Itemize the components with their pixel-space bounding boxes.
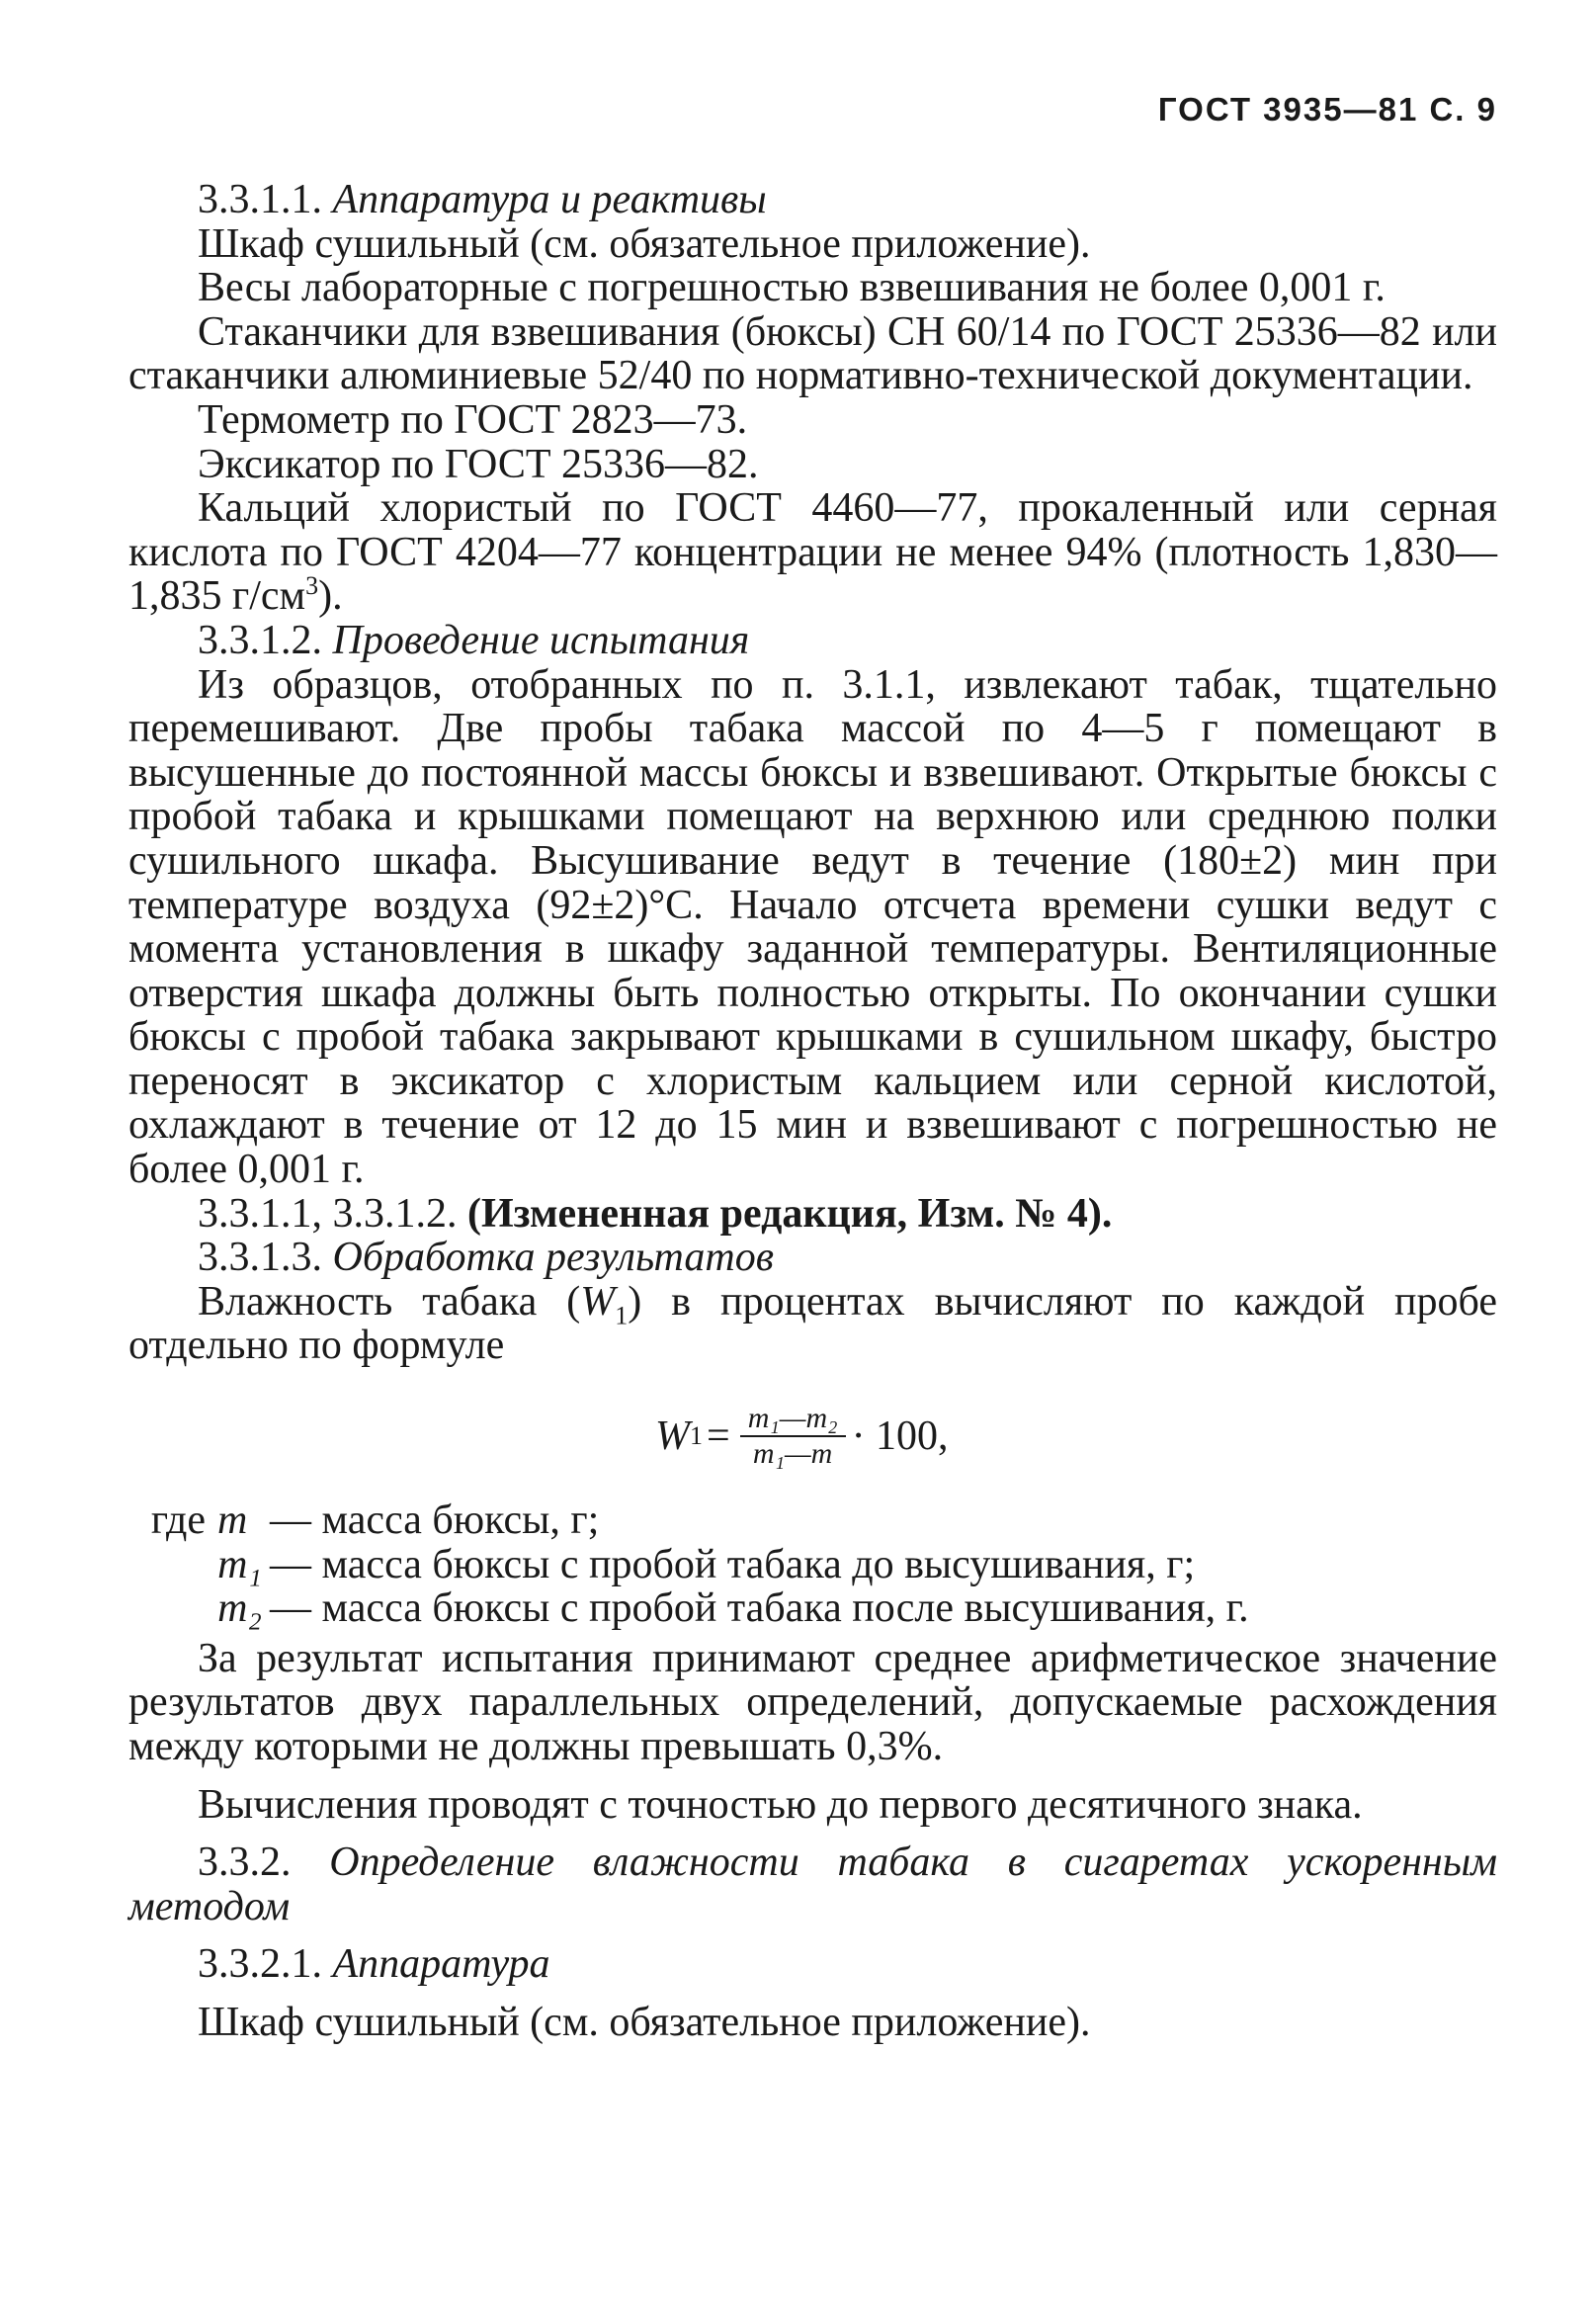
section-title: Аппаратура и реактивы xyxy=(332,177,767,222)
formula-fraction xyxy=(740,1402,846,1471)
paragraph-text: ) в процентах вычисляют по каждой пробе отдельно по формуле xyxy=(128,1278,1497,1369)
paragraph: Шкаф сушильный (см. обязательное приложение). xyxy=(198,1999,1091,2045)
section-3-3-2-1-heading xyxy=(128,1942,1497,1987)
legend-text: — масса бюксы с пробой табака после высушивания, г. xyxy=(270,1585,1249,1632)
amendment-numbers: 3.3.1.1, 3.3.1.2. xyxy=(198,1190,458,1237)
paragraph xyxy=(128,486,1497,619)
superscript: 3 xyxy=(305,571,319,601)
legend-row xyxy=(128,1586,1497,1631)
legend-symbol: m₂ xyxy=(217,1585,262,1632)
formula-denominator: m₁—m xyxy=(752,1437,833,1471)
paragraph: Шкаф сушильный (см. обязательное приложение). xyxy=(198,220,1091,267)
formula-equals: = xyxy=(707,1412,730,1459)
section-number: 3.3.1.1. xyxy=(198,177,322,222)
formula-legend xyxy=(128,1498,1497,1631)
section-title: Проведение испытания xyxy=(332,617,750,663)
paragraph-text-end: ). xyxy=(318,573,343,620)
formula-numerator: m₁—m₂ xyxy=(740,1402,846,1437)
section-3-3-1-1-heading xyxy=(128,178,1497,222)
moisture-formula: W 1 = $\frac{\text{m₁—m₂}}{\text{m₁—m}}$ · 100, xyxy=(655,1402,949,1471)
paragraph: Стаканчики для взвешивания (бюксы) СН 60/14 по ГОСТ 25336—82 или стаканчики алюминиевые 52/40 по нормативно-технической документации. xyxy=(128,308,1497,399)
document-body xyxy=(128,178,1497,2045)
section-3-3-2-heading xyxy=(128,1840,1497,1928)
paragraph xyxy=(128,1280,1497,1368)
section-number: 3.3.1.2. xyxy=(198,617,322,663)
legend-text: — масса бюксы с пробой табака до высушивания, г; xyxy=(270,1541,1196,1587)
legend-text: — масса бюксы, г; xyxy=(270,1497,600,1544)
subscript: 1 xyxy=(615,1301,629,1330)
formula-lhs: W xyxy=(655,1412,690,1459)
legend-prefix: где xyxy=(150,1497,206,1544)
legend-row xyxy=(128,1498,1497,1543)
page-header: ГОСТ 3935—81 С. 9 xyxy=(1157,91,1497,128)
legend-row xyxy=(128,1543,1497,1587)
legend-symbol: m₁ xyxy=(217,1541,262,1587)
amendment-text: (Измененная редакция, Изм. № 4). xyxy=(467,1190,1113,1237)
amendment-note xyxy=(128,1192,1497,1237)
section-title: Определение влажности табака в сигаретах ускоренным методом xyxy=(128,1839,1498,1929)
paragraph: Эксикатор по ГОСТ 25336—82. xyxy=(198,441,759,487)
paragraph-text: Кальций хлористый по ГОСТ 4460—77, прокаленный или серная кислота по ГОСТ 4204—77 концентрации не менее 94% (плотность 1,830—1,835 г/см xyxy=(128,485,1497,620)
formula-tail: · 100, xyxy=(851,1412,949,1459)
section-number: 3.3.2.1. xyxy=(198,1941,322,1988)
section-3-3-1-3-heading xyxy=(128,1236,1497,1280)
legend-symbol: m xyxy=(217,1497,248,1544)
section-title: Обработка результатов xyxy=(332,1235,774,1281)
paragraph-text: Влажность табака ( xyxy=(198,1278,581,1325)
paragraph: За результат испытания принимают среднее арифметическое значение результатов двух параллельных определений, допускаемые расхождения между которыми не должны превышать 0,3%. xyxy=(128,1635,1497,1769)
section-number: 3.3.2. xyxy=(198,1839,292,1886)
section-title: Аппаратура xyxy=(332,1941,550,1988)
paragraph: Вычисления проводят с точностью до первого десятичного знака. xyxy=(198,1781,1363,1828)
section-3-3-1-2-heading xyxy=(128,619,1497,663)
section-number: 3.3.1.3. xyxy=(198,1235,322,1281)
paragraph: Весы лабораторные с погрешностью взвешивания не более 0,001 г. xyxy=(198,265,1386,311)
paragraph: Термометр по ГОСТ 2823—73. xyxy=(198,396,748,443)
variable-symbol: W xyxy=(580,1278,616,1325)
paragraph: Из образцов, отобранных по п. 3.1.1, извлекают табак, тщательно перемешивают. Две пробы табака массой по 4—5 г помещают в высушенные до постоянной массы бюксы и взвешивают. Открытые бюксы с пробой табака и крышками помещают на верхнюю или среднюю полки сушильного шкафа. Высушивание ведут в течение (180±2) мин при температуре воздуха (92±2)°С. Начало отсчета времени сушки ведут с момента установления в шкафу заданной температуры. Вентиляционные отверстия шкафа должны быть полностью открыты. По окончании сушки бюксы с пробой табака закрывают крышками в сушильном шкафу, быстро переносят в эксикатор с хлористым кальцием или серной кислотой, охлаждают в течение от 12 до 15 мин и взвешивают с погрешностью не более 0,001 г. xyxy=(128,661,1497,1193)
